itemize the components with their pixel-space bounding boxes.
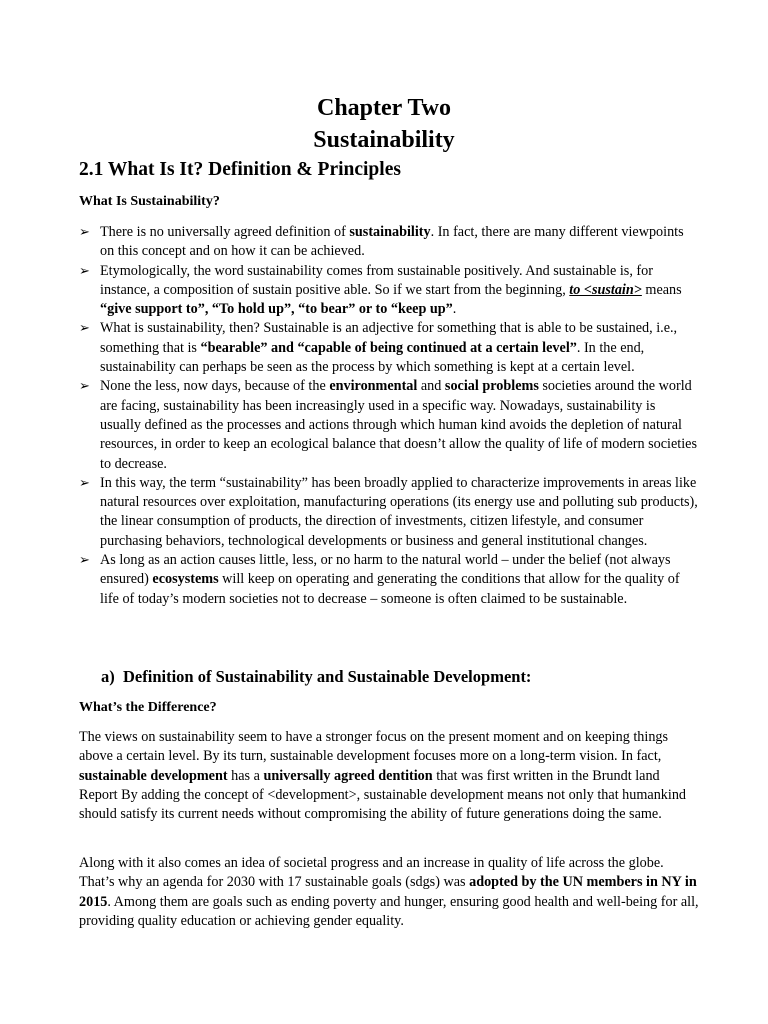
subsection-a-number: a) (101, 667, 115, 686)
bullet-list (79, 223, 699, 609)
arrow-bullet-icon: ➢ (79, 553, 90, 569)
bullet-text: Etymologically, the word sustainability comes from sustainable positively. And sustainable is, for instance, a composition of sustain positive able. So if we start from the beginning, (100, 262, 653, 298)
bullet-bold-text: “bearable” and “capable of being continued at a certain level” (200, 339, 577, 356)
arrow-bullet-icon: ➢ (79, 263, 90, 279)
paragraph-bold-text: adopted by the UN members in NY in 2015 (79, 874, 697, 910)
bullet-bold-text: social problems (444, 378, 539, 395)
bullet-text: . In fact, there are many different viewpoints on this concept and on how it can be achieved. (100, 224, 684, 260)
paragraph-agenda (79, 854, 699, 931)
arrow-bullet-icon: ➢ (79, 225, 90, 240)
bullet-text: What is sustainability, then? Sustainable is an adjective for something that is able to be sustained, i.e., something that is (100, 320, 678, 356)
section-heading: 2.1 What Is It? Definition & Principles (79, 159, 401, 180)
what-is-heading: What Is Sustainability? (79, 194, 220, 209)
bullet-item (79, 377, 699, 473)
bullet-bold-text: environmental (329, 378, 418, 395)
paragraph-text: . Among them are goals such as ending poverty and hunger, ensuring good health and well-being for all, providing quality education or achieving gender equality. (79, 893, 699, 929)
bullet-text: means (641, 281, 682, 298)
bullet-text: In this way, the term “sustainability” has been broadly applied to characterize improvements in areas like natural resources over exploitation, manufacturing operations (its energy use and polluting sub products), the linear consumption of products, the direction of investments, citizen lifestyle, and consumer purchasing behaviors, technological developments or business and general institutional changes. (100, 474, 698, 549)
paragraph-text: has a (227, 767, 264, 784)
paragraph-difference (79, 728, 699, 824)
bullet-text: None the less, now days, because of the (100, 378, 330, 395)
chapter-title: Sustainability (313, 127, 455, 153)
bullet-text: There is no universally agreed definition of (100, 224, 350, 240)
sustain-link[interactable]: to <sustain> (569, 281, 642, 298)
arrow-bullet-icon: ➢ (79, 475, 90, 491)
paragraph-text: The views on sustainability seem to have a stronger focus on the present moment and on keeping things above a certain level. By its turn, sustainable development focuses more on a long-term vision. In fact, (79, 729, 669, 765)
bullet-text: . In the end, sustainability can perhaps be seen as the process by which something is kept at a certain level. (100, 339, 645, 376)
bullet-text: . (452, 301, 457, 318)
paragraph-bold-text: universally agreed dentition (263, 767, 433, 784)
difference-heading: What’s the Difference? (79, 700, 217, 715)
subsection-a-heading (101, 667, 531, 687)
bullet-item (79, 551, 699, 609)
bullet-item (79, 262, 699, 320)
bullet-item (79, 474, 699, 551)
bullet-text: and (417, 378, 445, 395)
bullet-text: societies around the world are facing, sustainability has been increasingly used in a specific way. Nowadays, sustainability is usually defined as the processes and actions through which human kind avoids the depletion of natural resources, in order to keep an ecological balance that doesn’t allow the quality of life of modern societies to decrease. (100, 378, 697, 472)
bullet-item (79, 223, 699, 262)
bullet-bold-text: ecosystems (152, 571, 219, 588)
bullet-item (79, 319, 699, 377)
arrow-bullet-icon: ➢ (79, 379, 90, 395)
bullet-text: As long as an action causes little, less, or no harm to the natural world – under the belief (not always ensured) (100, 552, 671, 588)
bullet-bold-text: “give support to”, “To hold up”, “to bear” or to “keep up” (100, 301, 453, 318)
paragraph-text: that was first written in the Brundt land Report By adding the concept of <development>, sustainable development means not only that humankind should satisfy its current needs without compromising the ability of future generations doing the same. (79, 767, 687, 823)
bullet-bold-text: sustainability (349, 224, 431, 240)
arrow-bullet-icon: ➢ (79, 321, 90, 337)
chapter-number: Chapter Two (316, 95, 451, 121)
bullet-text: will keep on operating and generating the conditions that allow for the quality of life of today’s modern societies not to decrease – someone is often claimed to be sustainable. (100, 571, 680, 607)
paragraph-bold-text: sustainable development (79, 767, 228, 784)
paragraph-text: Along with it also comes an idea of societal progress and an increase in quality of life across the globe. That’s why an agenda for 2030 with 17 sustainable goals (sdgs) was (79, 855, 664, 891)
subsection-a-title: Definition of Sustainability and Sustainable Development: (123, 667, 532, 686)
